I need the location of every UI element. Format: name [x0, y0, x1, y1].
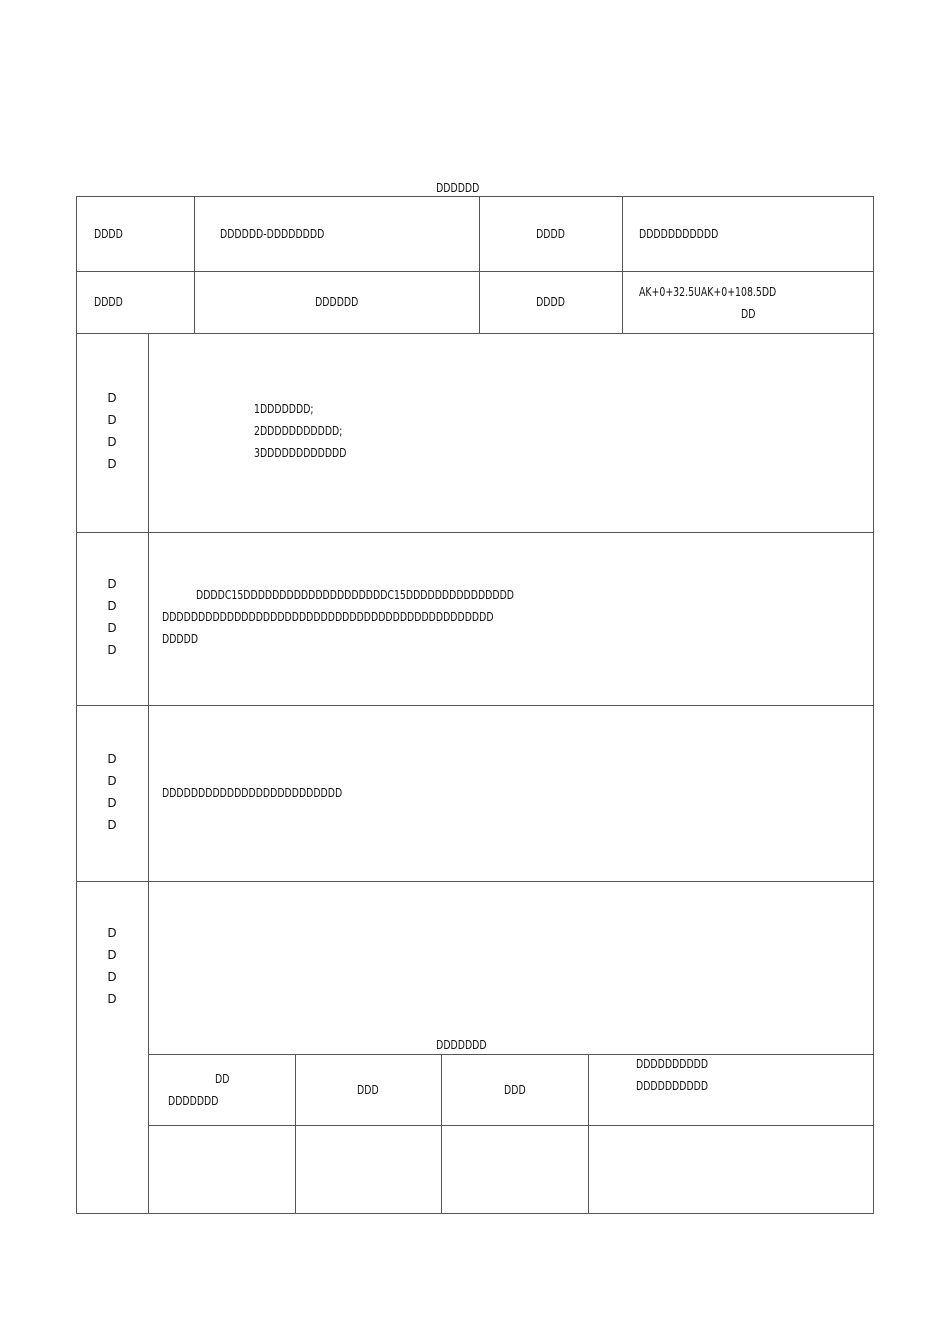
sign-cell-2[interactable]: [296, 1126, 441, 1213]
section-1-content: 1DDDDDDD; 2DDDDDDDDDDD; 3DDDDDDDDDDDD: [254, 402, 347, 460]
header-label-2: DDDD: [536, 227, 565, 241]
section-3-label: D D D D: [107, 752, 117, 832]
section-2-label: D D D D: [107, 577, 117, 657]
sign-col-1-subheader: DDDDDDD: [168, 1094, 219, 1108]
sign-cell-1[interactable]: [149, 1126, 295, 1213]
header-label-1: DDDD: [94, 227, 123, 241]
sign-col-3-header: DDD: [503, 1083, 526, 1097]
sign-col-2-header: DDD: [357, 1083, 379, 1097]
sign-cell-3[interactable]: [442, 1126, 588, 1213]
sign-col-4-header: DDDDDDDDDD DDDDDDDDDD: [636, 1057, 709, 1093]
sign-col-1-header: DD: [215, 1072, 230, 1086]
section-1-label: D D D D: [107, 391, 117, 471]
section-4-caption: DDDDDDD: [435, 1038, 487, 1052]
header-value-4: AK+0+32.5UAK+0+108.5DD: [639, 285, 777, 299]
form-title: DDDDDD: [436, 181, 480, 195]
header-label-3: DDDD: [94, 295, 123, 309]
header-value-3: DDDDDD: [314, 295, 359, 309]
header-value-2: DDDDDDDDDDD: [639, 227, 719, 241]
header-label-4: DDDD: [536, 295, 565, 309]
section-2-content: DDDDC15DDDDDDDDDDDDDDDDDDDDC15DDDDDDDDDDDDDDD DDDDDDDDDDDDDDDDDDDDDDDDDDDDDDDDDDDDDDDDDDDDDD DDDDD: [162, 588, 514, 646]
sign-cell-4[interactable]: [589, 1126, 873, 1213]
section-3-content: DDDDDDDDDDDDDDDDDDDDDDDDD: [162, 786, 343, 800]
header-value-1: DDDDDD-DDDDDDDD: [220, 227, 325, 241]
section-4-label: D D D D: [107, 926, 117, 1006]
header-value-4-unit: DD: [741, 307, 756, 321]
